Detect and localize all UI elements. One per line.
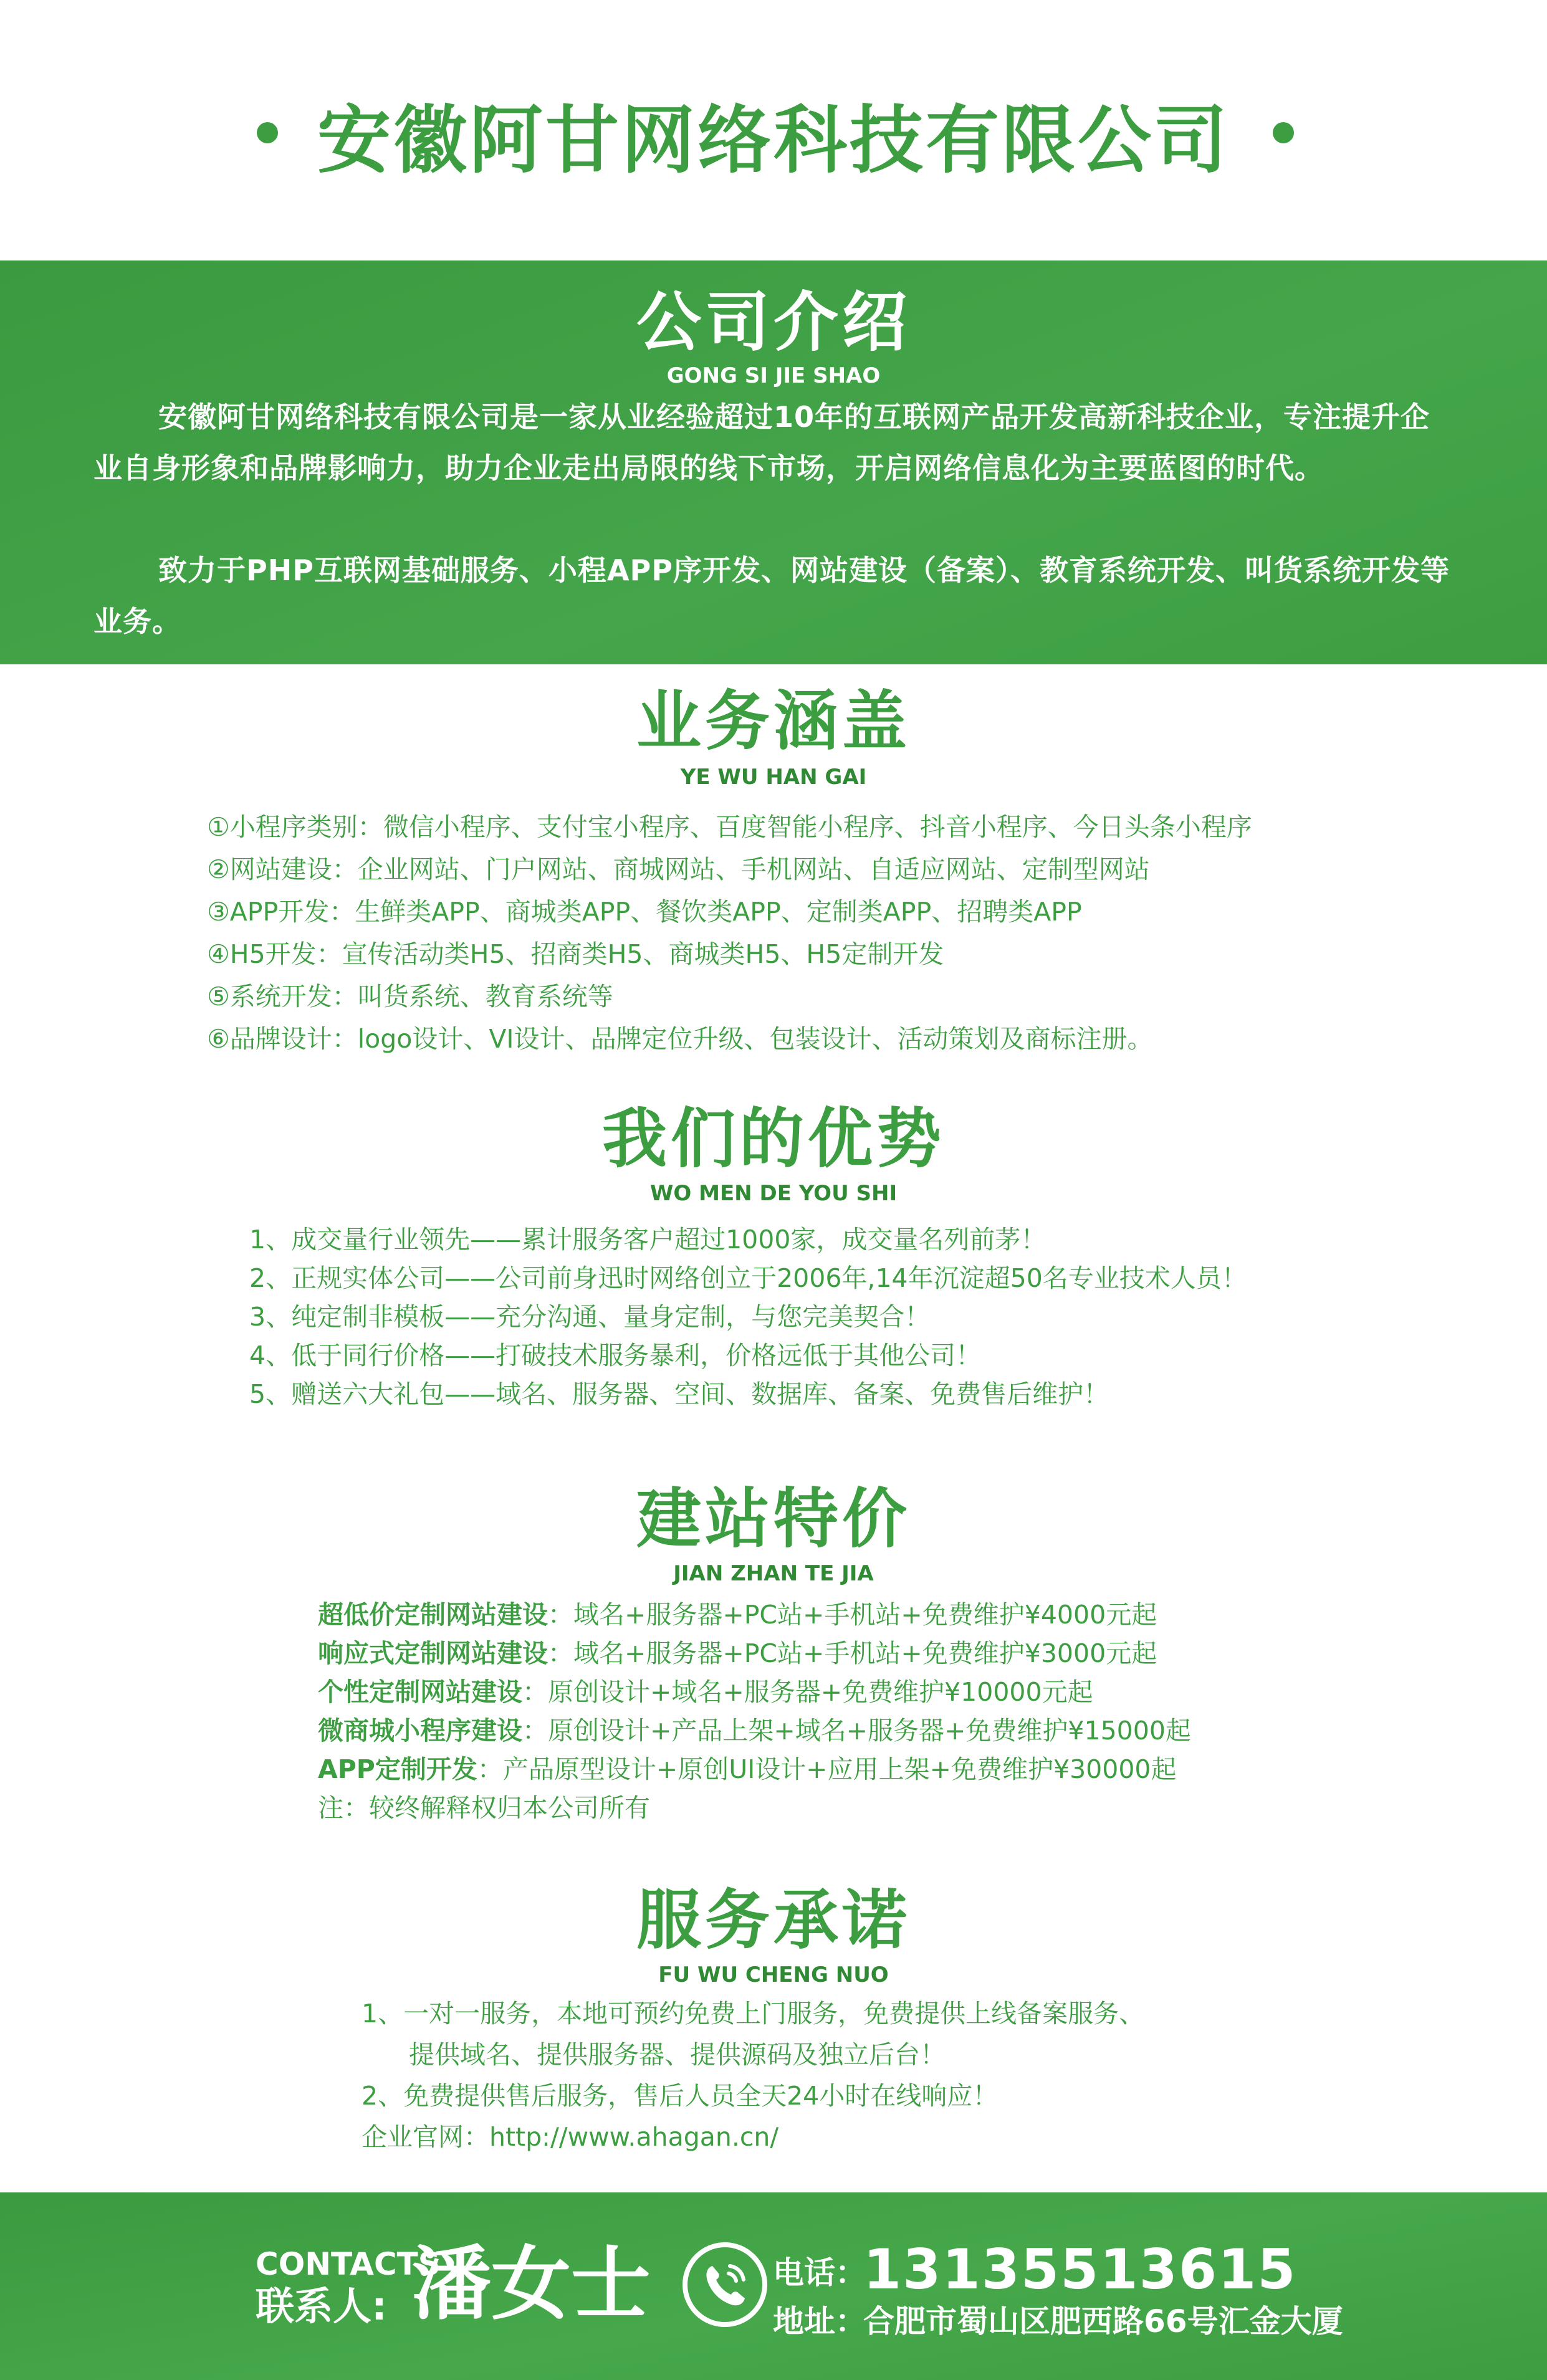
promise-pinyin: FU WU CHENG NUO [658,1962,889,1987]
price-item-desc: ：原创设计+域名+服务器+免费维护¥10000元起 [522,1677,1093,1707]
phone-number[interactable]: 13135513615 [863,2237,1297,2301]
right-dot-decoration [1273,122,1294,143]
advantage-item: 2、正规实体公司——公司前身迅时网络创立于2006年,14年沉淀超50名专业技术人员！ [249,1263,1247,1293]
business-item: ⑤系统开发：叫货系统、教育系统等 [207,982,613,1011]
address-label: 地址： [773,2303,866,2339]
price-item-desc: ：域名+服务器+PC站+手机站+免费维护¥3000元起 [548,1638,1157,1668]
company-title: 安徽阿甘网络科技有限公司 [317,97,1230,183]
phone-icon[interactable] [682,2242,767,2327]
advantage-item: 5、赠送六大礼包——域名、服务器、空间、数据库、备案、免费售后维护！ [249,1379,1109,1409]
advantages-title: 我们的优势 [601,1101,945,1177]
price-item [318,1711,1502,1750]
business-item: ③APP开发：生鲜类APP、商城类APP、餐饮类APP、定制类APP、招聘类APP [207,897,1082,927]
price-item-name: 响应式定制网站建设 [318,1638,548,1668]
price-item [318,1595,1502,1634]
business-pinyin: YE WU HAN GAI [680,765,867,790]
price-item-desc: ：原创设计+产品上架+域名+服务器+免费维护¥15000起 [522,1716,1191,1746]
contact-footer [0,2192,1547,2380]
header [0,0,1547,260]
pricing-list [318,1595,1502,1827]
price-item-desc: ：域名+服务器+PC站+手机站+免费维护¥4000元起 [548,1600,1157,1630]
price-item-name: 个性定制网站建设 [318,1677,522,1707]
business-title: 业务涵盖 [636,683,911,759]
website-link[interactable]: 企业官网：http://www.ahagan.cn/ [362,2122,779,2152]
price-item [318,1634,1502,1673]
price-note: 注：较终解释权归本公司所有 [318,1793,650,1823]
intro-title: 公司介绍 [636,284,911,360]
advantage-item: 4、低于同行价格——打破技术服务暴利，价格远低于其他公司！ [249,1341,982,1370]
business-item: ②网站建设：企业网站、门户网站、商城网站、手机网站、自适应网站、定制型网站 [207,854,1150,884]
promise-line-1b: 提供域名、提供服务器、提供源码及独立后台！ [409,2040,946,2070]
intro-section [0,260,1547,664]
contact-label: 联系人: [256,2283,387,2329]
price-item [318,1750,1502,1789]
promise-list [362,1993,1483,2158]
business-list [207,806,1454,1060]
intro-paragraph-2: 致力于PHP互联网基础服务、小程APP序开发、网站建设（备案）、教育系统开发、叫货系统开发等业务。 [93,553,1450,638]
pricing-pinyin: JIAN ZHAN TE JIA [673,1561,874,1586]
advantage-item: 3、纯定制非模板——充分沟通、量身定制，与您完美契合！ [249,1302,931,1332]
business-item: ④H5开发：宣传活动类H5、招商类H5、商城类H5、H5定制开发 [207,939,944,969]
intro-pinyin: GONG SI JIE SHAO [666,363,881,388]
phone-label: 电话： [773,2255,866,2291]
advantages-pinyin: WO MEN DE YOU SHI [649,1181,898,1206]
address-text: 合肥市蜀山区肥西路66号汇金大厦 [863,2303,1343,2339]
intro-paragraph-1: 安徽阿甘网络科技有限公司是一家从业经验超过10年的互联网产品开发高新科技企业，专注提升企业自身形象和品牌影响力，助力企业走出局限的线下市场，开启网络信息化为主要蓝图的时代。 [93,400,1430,485]
promise-title: 服务承诺 [636,1882,911,1958]
business-item: ⑥品牌设计：logo设计、VI设计、品牌定位升级、包装设计、活动策划及商标注册。 [207,1024,1153,1054]
advantages-list [249,1220,1496,1413]
pricing-title: 建站特价 [636,1481,911,1557]
price-item-desc: ：产品原型设计+原创UI设计+应用上架+免费维护¥30000起 [477,1754,1177,1784]
contact-name: 潘女士 [411,2238,651,2331]
price-item-name: 超低价定制网站建设 [318,1600,548,1630]
promise-line-2: 2、免费提供售后服务，售后人员全天24小时在线响应！ [362,2081,999,2111]
price-item [318,1673,1502,1711]
contacts-en-label: CONTACTS [256,2246,441,2282]
business-item: ①小程序类别：微信小程序、支付宝小程序、百度智能小程序、抖音小程序、今日头条小程序 [207,812,1252,842]
promise-line-1: 1、一对一服务，本地可预约免费上门服务，免费提供上线备案服务、 [362,1999,1145,2029]
price-item-name: 微商城小程序建设 [318,1716,522,1746]
price-item-name: APP定制开发 [318,1754,477,1784]
advantage-item: 1、成交量行业领先——累计服务客户超过1000家，成交量名列前茅！ [249,1225,1046,1255]
